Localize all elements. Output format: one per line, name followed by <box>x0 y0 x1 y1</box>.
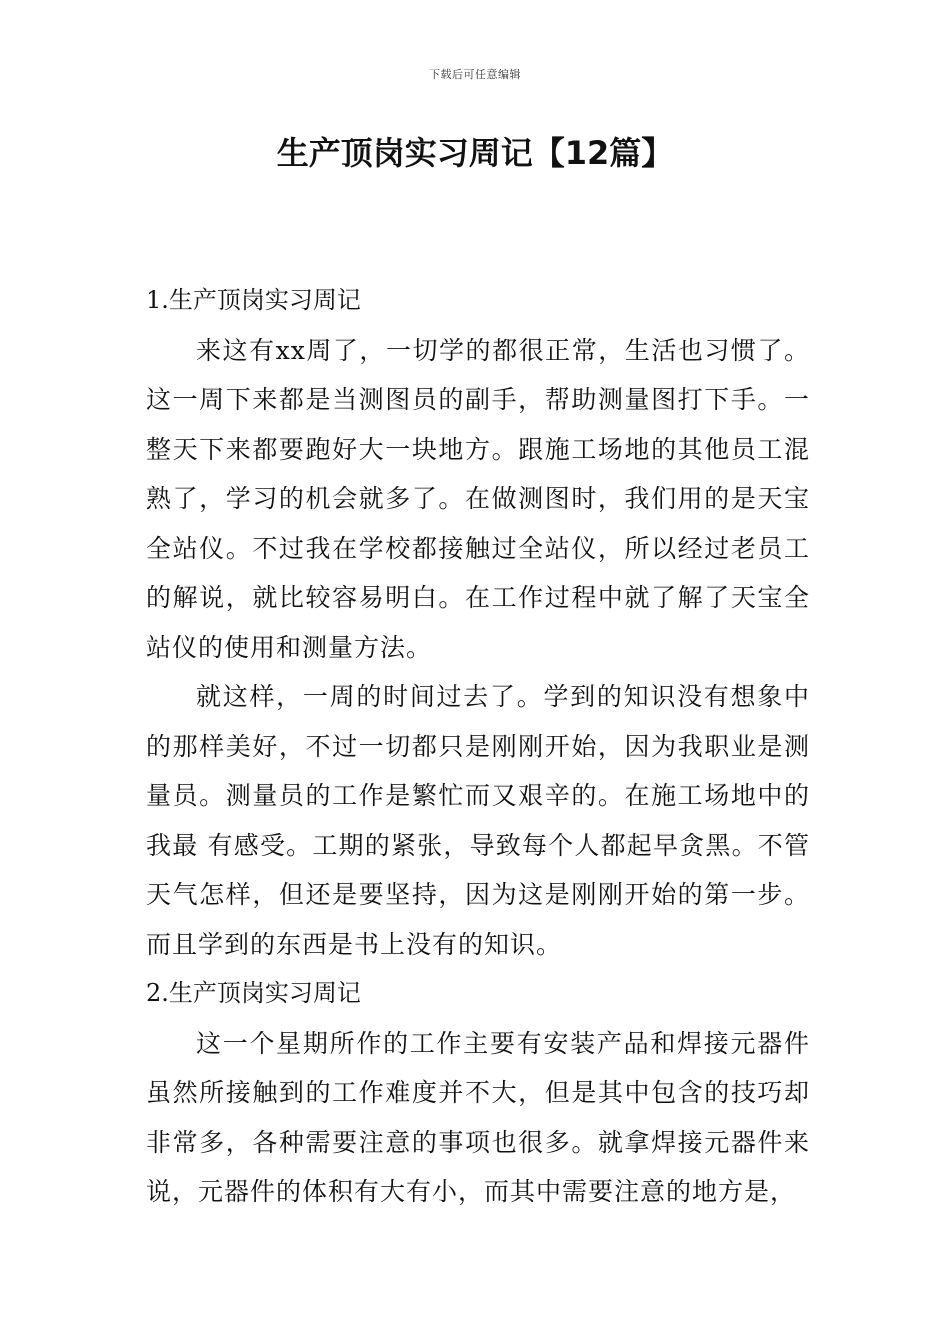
paragraph: 这一个星期所作的工作主要有安装产品和焊接元器件虽然所接触到的工作难度并不大，但是其中包含的技巧却非常多，各种需要注意的事项也很多。就拿焊接元器件来说，元器件的体积有大有小，而其中需要注意的地方是， <box>146 1028 810 1206</box>
document-body <box>146 276 810 1217</box>
document-title: 生产顶岗实习周记【12篇】 <box>276 134 674 172</box>
section-heading: 1.生产顶岗实习周记 <box>146 286 361 314</box>
paragraph: 来这有xx周了，一切学的都很正常，生活也习惯了。这一周下来都是当测图员的副手，帮助测量图打下手。一整天下来都要跑好大一块地方。跟施工场地的其他员工混熟了，学习的机会就多了。在做测图时，我们用的是天宝全站仪。不过我在学校都接触过全站仪，所以经过老员工的解说，就比较容易明白。在工作过程中就了解了天宝全站仪的使用和测量方法。 <box>146 335 810 662</box>
header-note: 下载后可任意编辑 <box>429 68 521 81</box>
section-1 <box>146 276 810 969</box>
section-2 <box>146 969 810 1217</box>
paragraph: 就这样，一周的时间过去了。学到的知识没有想象中的那样美好，不过一切都只是刚刚开始，因为我职业是测量员。测量员的工作是繁忙而又艰辛的。在施工场地中的我最 有感受。工期的紧张，导致每个人都起早贪黑。不管天气怎样，但还是要坚持，因为这是刚刚开始的第一步。而且学到的东西是书上没有的知识。 <box>146 682 810 959</box>
section-heading: 2.生产顶岗实习周记 <box>146 979 361 1007</box>
